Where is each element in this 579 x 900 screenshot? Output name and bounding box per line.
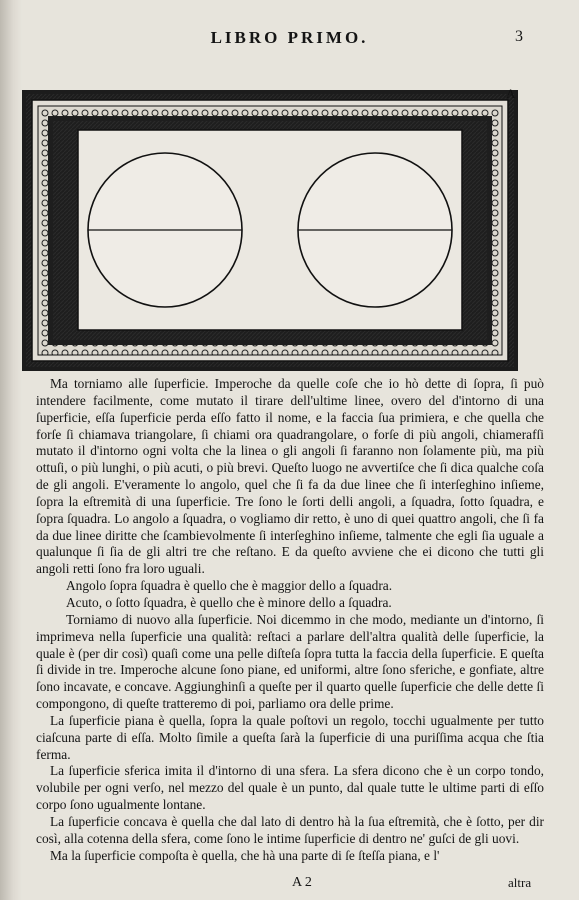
paragraph-surface-quality: Torniamo di nuovo alla ſuperficie. Noi dicemmo in che modo, mediante un d'intorno, ſi imprimeva nella ſuperficie una qualità: reſtaci a parlare dell'altra qualità delle ſuperficie, la quale è (per dir così) quaſi come una pelle diſteſa ſopra tutta la faccia della ſuperficie. E queſta ſi divide in tre. Imperoche alcune ſono piane, ed uniformi, altre ſono sferiche, e gonfiate, altre ſono incavate, e concave. Aggiunghinſi a queſte per il quarto quelle ſuperficie che delle dette ſi compongono, di queſte tratteremo di poi, parliamo ora delle prime. <box>36 611 544 712</box>
two-circles-figure <box>20 88 520 373</box>
page-gutter-shadow <box>0 0 22 900</box>
paragraph-spherical-surface: La ſuperficie sferica imita il d'intorno di una sfera. La sfera dicono che è un corpo tondo, volubile per ogni verſo, nel mezzo del quale è un punto, dal quale tutte le ultime parti di eſſo corpo ſono ugualmente lontane. <box>36 763 544 813</box>
catchword: altra <box>508 875 532 890</box>
paragraph-compound-surface: Ma la ſuperficie compoſta è quella, che hà una parte di ſe ſteſſa piana, e l' <box>50 847 440 863</box>
paragraph-concave-surface: La ſuperficie concava è quella che dal lato di dentro hà la ſua eſtremità, che è ſotto, per dir così, alla cotenna della sfera, come ſono le intime ſuperficie di dentro ne' guſci de gli uovi. <box>36 813 544 846</box>
paragraph-acute-angle: Acuto, o ſotto ſquadra, è quello che è minore dello a ſquadra. <box>66 594 392 610</box>
signature-mark: A 2 <box>292 875 312 890</box>
paragraph-obtuse-angle: Angolo ſopra ſquadra è quello che è maggior dello a ſquadra. <box>66 578 393 594</box>
engraved-plate <box>20 88 520 373</box>
page-number: 3 <box>515 28 523 45</box>
running-head: LIBRO PRIMO. <box>210 28 369 47</box>
paragraph-plane-surface: La ſuperficie piana è quella, ſopra la quale poſtovi un regolo, tocchi ugualmente per tutto ciaſcuna parte di eſſa. Molto ſimile a queſta ſarà la ſuperficie di una puriſſima acqua che ſtia ferma. <box>36 712 544 762</box>
body-text <box>36 376 544 864</box>
paragraph-surfaces: Ma torniamo alle ſuperficie. Imperoche da quelle coſe che io hò dette di ſopra, ſi può intendere facilmente, come mutato il tirare dell'ultime linee, overo del d'intorno di una ſuperficie, eſſa ſuperficie perda eſſo fatto il nome, e la faccia ſua primiera, e che quella che forſe ſi chiamava triangolare, ſi chiami ora quadrangolare, o forſe di più angoli, chiamerafſi mutato il d'intorno ogni volta che la linea o gli angoli ſi faranno non ſolamente più, ma più ottuſi, o più lunghi, o più acuti, o più brevi. Queſto luogo ne avvertiſce che ſi dica qualche coſa de gli angoli. E'veramente lo angolo, quel che ſi fa da due linee che ſi interſeghino inſieme, ſopra la eſtremità di una ſuperficie. Tre ſono le ſorti delli angoli, a ſquadra, ſotto ſquadra, e ſopra ſquadra. Lo angolo a ſquadra, o vogliamo dir retto, è uno di quei quattro angoli, che ſi fa da due linee diritte che ſcambievolmente ſi interſeghino inſieme, talmente che egli ſia uguale a qualunque ſi ſia de gli altri tre che reſtano. E da queſto avviene che ei dicono che tutti gli angoli retti ſono fra loro uguali. <box>36 376 544 577</box>
plate-mark: A <box>506 88 516 101</box>
